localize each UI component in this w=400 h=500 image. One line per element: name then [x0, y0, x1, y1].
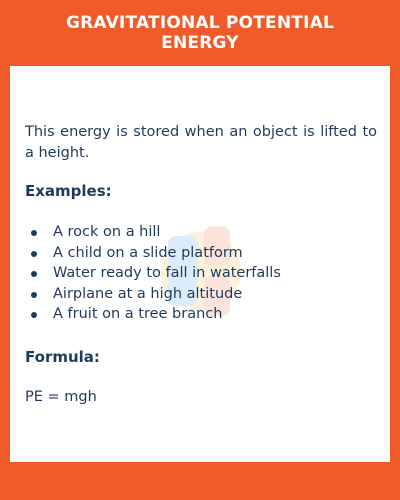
- list-item: [25, 243, 377, 264]
- examples-heading: Examples:: [25, 182, 112, 200]
- content-card: [10, 66, 390, 462]
- list-item: [25, 304, 377, 325]
- formula-text: PE = mgh: [25, 388, 97, 405]
- examples-list: [25, 222, 377, 325]
- list-item-text: Water ready to fall in waterfalls: [53, 265, 281, 281]
- bullet-icon: [31, 292, 37, 298]
- list-item-text: A child on a slide platform: [53, 244, 243, 261]
- list-item: [25, 284, 377, 305]
- bullet-icon: [31, 251, 37, 257]
- list-item: [25, 263, 377, 284]
- list-item: [25, 222, 377, 243]
- formula-heading: Formula:: [25, 347, 100, 366]
- bullet-icon: [31, 271, 37, 277]
- intro-text: This energy is stored when an object is lifted to a height.: [25, 124, 377, 161]
- header-banner: [0, 0, 400, 66]
- content-body: [25, 122, 377, 407]
- list-item-text: A fruit on a tree branch: [53, 306, 223, 322]
- list-item-text: Airplane at a high altitude: [53, 285, 243, 302]
- bullet-icon: [31, 230, 37, 236]
- bullet-icon: [31, 312, 37, 318]
- list-item-text: A rock on a hill: [53, 224, 161, 240]
- page-title: GRAVITATIONAL POTENTIAL ENERGY: [65, 13, 334, 53]
